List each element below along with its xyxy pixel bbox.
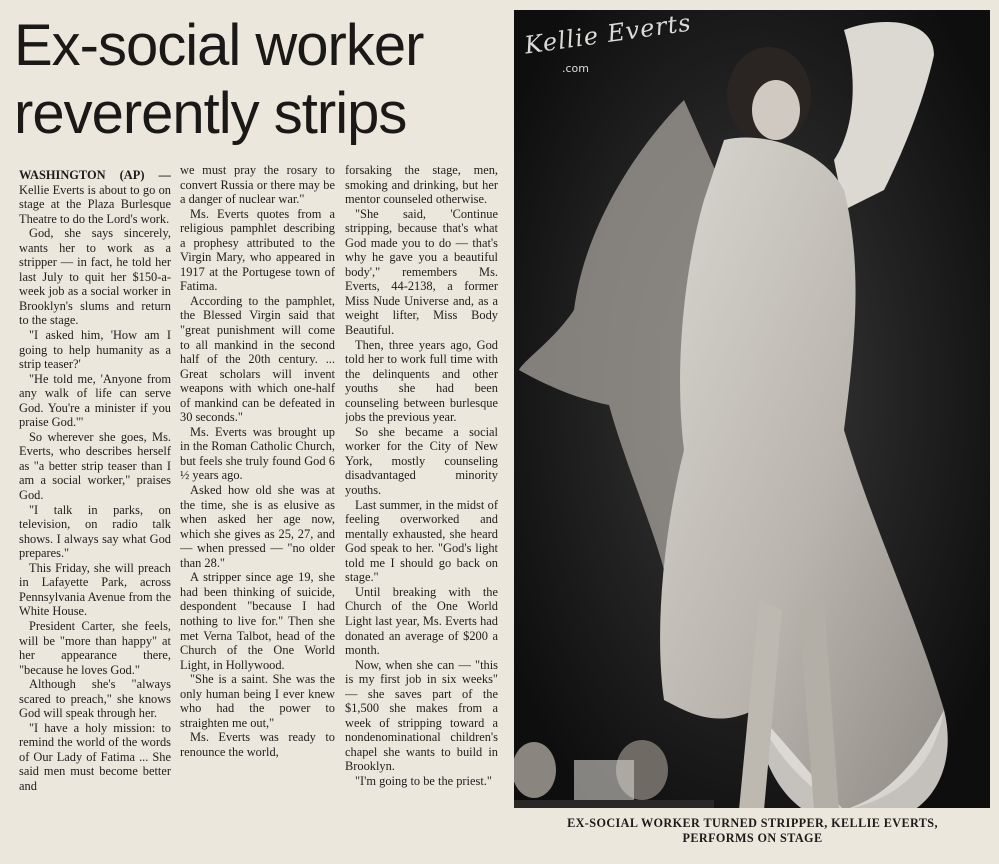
stage-photo (514, 10, 990, 852)
article-column-2 (180, 163, 335, 853)
article-paragraph: "He told me, 'Anyone from any walk of life can serve God. You're a minister if you praise God.'" (19, 371, 171, 430)
watermark-suffix: .com (562, 62, 589, 75)
article-column-1 (19, 168, 171, 858)
article-paragraph: "I asked him, 'How am I going to help humanity as a strip teaser?' (19, 328, 171, 372)
article-paragraph: Until breaking with the Church of the One World Light last year, Ms. Everts had donated an average of $200 a month. (345, 584, 498, 658)
article-paragraph: Now, when she can — "this is my first job in six weeks" — she saves part of the $1,500 she makes from a week of stripping toward a nondenominational children's chapel she wants to build in Brooklyn. (345, 657, 498, 774)
headline (14, 12, 514, 148)
article-paragraph: Last summer, in the midst of feeling overworked and mentally exhausted, she heard God speak to her. "God's light told me I should go back on stage." (345, 497, 498, 585)
caption-line-2: PERFORMS ON STAGE (682, 831, 823, 845)
dateline: WASHINGTON (AP) — (19, 168, 171, 182)
photo-caption (530, 816, 975, 846)
article-paragraph: Ms. Everts was ready to renounce the world, (180, 730, 335, 759)
article-paragraph (19, 168, 171, 226)
article-paragraph: "I have a holy mission: to remind the world of the words of Our Lady of Fatima ... She said men must become better and (19, 720, 171, 793)
article-paragraph: Asked how old she was at the time, she is as elusive as when asked her age now, which she gives as 25, 27, and — when pressed — "no older than 28." (180, 483, 335, 570)
article-paragraph: we must pray the rosary to convert Russia or there may be a danger of nuclear war." (180, 163, 335, 207)
article-paragraph: So wherever she goes, Ms. Everts, who describes herself as "a better strip teaser than I am a social worker," praises God. (19, 429, 171, 503)
article-paragraph: According to the pamphlet, the Blessed Virgin said that "great punishment will come to all mankind in the second half of the 20th century. ... Great scholars will invent weapons with which one-half of mankind can be defeated in 30 seconds." (180, 293, 335, 425)
performer-figure-illustration (514, 10, 990, 852)
article-paragraph: forsaking the stage, men, smoking and drinking, but her mentor counseled otherwise. (345, 163, 498, 207)
article-paragraph: Ms. Everts was brought up in the Roman Catholic Church, but feels she truly found God 6 ½ years ago. (180, 424, 335, 483)
article-paragraph: "I'm going to be the priest." (355, 773, 492, 788)
article-paragraph: Then, three years ago, God told her to work full time with the delinquents and other youths she had been counseling between burlesque jobs the previous year. (345, 337, 498, 425)
headline-line-2: reverently strips (14, 81, 407, 146)
article-paragraph: This Friday, she will preach in Lafayette Park, across Pennsylvania Avenue from the White House. (19, 560, 171, 619)
caption-line-1: EX-SOCIAL WORKER TURNED STRIPPER, KELLIE EVERTS, (567, 816, 938, 830)
watermark-logo: Kellie Everts (522, 8, 694, 60)
article-paragraph: So she became a social worker for the City of New York, mostly counseling disadvantaged minority youths. (345, 424, 498, 498)
article-paragraph: God, she says sincerely, wants her to work as a stripper — in fact, he told her last July to quit her $150-a-week job as a social worker in Brooklyn's slums and return to the stage. (19, 226, 171, 328)
headline-line-1: Ex-social worker (14, 13, 424, 78)
article-paragraph: President Carter, she feels, will be "more than happy" at her appearance there, "because he loves God." (19, 618, 171, 677)
article-paragraph: A stripper since age 19, she had been thinking of suicide, despondent "because I had nothing to live for." Then she met Verna Talbot, head of the Church of the One World Light, in Hollywood. (180, 570, 335, 672)
article-paragraph: Ms. Everts quotes from a religious pamphlet describing a prophesy attributed to the Virgin Mary, who appeared in 1917 at the Portugese town of Fatima. (180, 206, 335, 294)
article-paragraph: "She said, 'Continue stripping, because that's what God made you to do — that's why he gave you a beautiful body'," remembers Ms. Everts, 44-2138, a former Miss Nude Universe and, as a weight lifter, Miss Body Beautiful. (345, 206, 498, 338)
article-column-3 (345, 163, 498, 853)
article-paragraph: Although she's "always scared to preach," she knows God will speak through her. (19, 677, 171, 721)
article-paragraph: "I talk in parks, on television, on radio talk shows. I always say what God prepares." (19, 502, 171, 561)
lead-text: Kellie Everts is about to go on stage at the Plaza Burlesque Theatre to do the Lord's work. (19, 182, 171, 226)
article-paragraph: "She is a saint. She was the only human being I ever knew who had the power to straighten me out," (180, 672, 335, 730)
